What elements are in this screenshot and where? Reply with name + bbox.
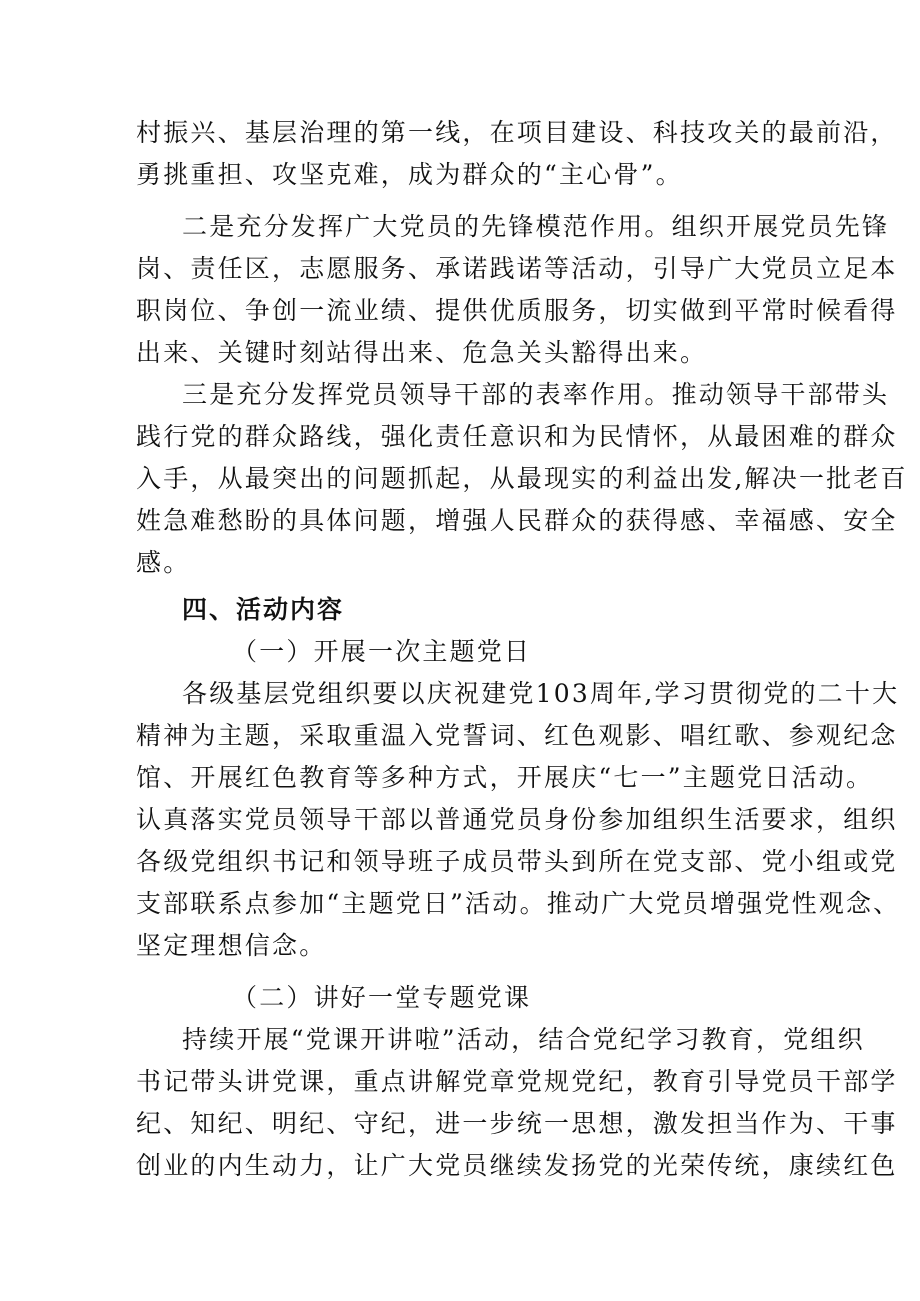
paragraph-line: 馆、开展红色教育等多种方式，开展庆“七一”主题党日活动。 [136,763,874,792]
subsection-heading: （一）开展一次主题党日 [232,637,532,666]
paragraph-line: 精神为主题，采取重温入党誓词、红色观影、唱红歌、参观纪念 [136,721,898,750]
paragraph-line: 持续开展“党课开讲啦”活动，结合党纪学习教育，党组织 [182,1025,865,1054]
paragraph-line: 各级基层党组织要以庆祝建党103周年,学习贯彻党的二十大 [182,679,900,708]
subsection-heading: （二）讲好一堂专题党课 [232,983,532,1012]
paragraph-line: 三是充分发挥党员领导干部的表率作用。推动领导干部带头 [182,380,890,409]
paragraph-line: 村振兴、基层治理的第一线，在项目建设、科技攻关的最前沿， [136,118,898,147]
paragraph-line: 书记带头讲党课，重点讲解党章党规党纪，教育引导党员干部学 [136,1067,898,1096]
paragraph-line: 入手，从最突出的问题抓起，从最现实的利益出发,解决一批老百 [136,464,908,493]
paragraph-line: 支部联系点参加“主题党日”活动。推动广大党员增强党性观念、 [136,889,901,918]
section-heading: 四、活动内容 [182,595,345,624]
paragraph-line: 勇挑重担、攻坚克难，成为群众的“主心骨”。 [136,160,683,189]
paragraph-line: 姓急难愁盼的具体问题，增强人民群众的获得感、幸福感、安全 [136,506,898,535]
paragraph-line: 职岗位、争创一流业绩、提供优质服务，切实做到平常时候看得 [136,296,898,325]
paragraph-line: 坚定理想信念。 [136,931,327,960]
paragraph-line: 岗、责任区，志愿服务、承诺践诺等活动，引导广大党员立足本 [136,254,898,283]
paragraph-line: 纪、知纪、明纪、守纪，进一步统一思想，激发担当作为、干事 [136,1109,898,1138]
paragraph-line: 创业的内生动力，让广大党员继续发扬党的光荣传统，康续红色 [136,1151,898,1180]
paragraph-line: 践行党的群众路线，强化责任意识和为民情怀，从最困难的群众 [136,422,898,451]
paragraph-line: 感。 [136,548,191,577]
paragraph-line: 二是充分发挥广大党员的先锋模范作用。组织开展党员先锋 [182,212,890,241]
paragraph-line: 认真落实党员领导干部以普通党员身份参加组织生活要求，组织 [136,805,898,834]
paragraph-line: 各级党组织书记和领导班子成员带头到所在党支部、党小组或党 [136,847,898,876]
paragraph-line: 出来、关键时刻站得出来、危急关头豁得出来。 [136,338,708,367]
